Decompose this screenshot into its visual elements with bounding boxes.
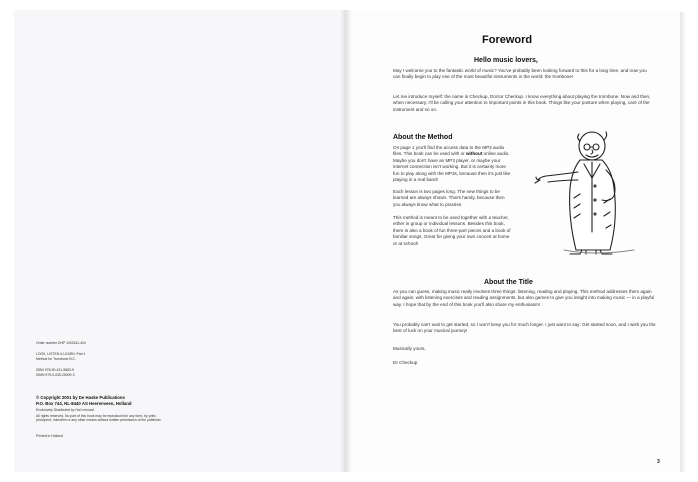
copyright-line: © Copyright 2001 by De Haske Publications xyxy=(36,395,125,400)
title-paragraph-2: You probably can't wait to get started, so I won't keep you for much longer. I just want to say: Get started soon, and I wish you the best of luck on your musical journey! xyxy=(393,322,656,334)
intro-paragraph-2: Let me introduce myself: the name is Checkup, Doctor Checkup. I know everything about playing the trombone. Now and then, when necessary, I'll be calling your attention to important points in this book. Things like your posture when playing, care of the instrument and so on. xyxy=(393,94,651,112)
method-paragraph-2: Each lesson is two pages long. The new things to be learned are always shown. That's handy, because then you always know what to practise. xyxy=(393,189,505,207)
title-paragraph-1: As you can guess, making music really involves three things: listening, reading and playing. This method addresses them again and again, with listening exercises and reading assignments, but also games to give you insight into making music — in a playful way. I hope that by the end of this book you'll also share my enthusiasm! xyxy=(393,289,655,307)
distribution-note: Exclusively Distributed by Hal Leonard xyxy=(36,408,94,412)
rights-line-1: All rights reserved. No part of this book may be reproduced in any form, by print, xyxy=(36,414,157,418)
page-edge-shadow xyxy=(680,12,686,472)
isbn: ISBN 978-90-431-5883-9 xyxy=(36,368,74,372)
signature: Dr Checkup xyxy=(393,360,418,365)
title-section-heading: About the Title xyxy=(484,279,533,286)
book-spine xyxy=(340,10,352,472)
greeting-heading: Hello music lovers, xyxy=(474,57,538,64)
printed-in: Printed in Holland xyxy=(36,434,63,438)
rights-line-2: photoprint, microfilm or any other means without written permission of the publisher. xyxy=(36,418,162,422)
closing-line: Musically yours, xyxy=(393,346,426,351)
method-heading: About the Method xyxy=(393,134,453,141)
page-title: Foreword xyxy=(482,34,533,46)
publisher-address: P.O. Box 744, NL-8440 AS Heerenveen, Holland xyxy=(36,401,132,406)
doctor-checkup-illustration xyxy=(534,128,640,258)
method-paragraph-3: This method is meant to be used together with a teacher, either in group or individual lessons. Besides this book, there is also a book of fun three-part pieces and a book of familiar songs. Great for giving your own concert at home or at school! xyxy=(393,215,511,246)
intro-paragraph-1: May I welcome you to the fantastic world of music? You've probably been looking forward to this for a long time, and now you can finally begin to play one of the most beautiful instruments in the world: the trombone! xyxy=(393,68,647,80)
method-paragraph-1: On page 1 you'll find the access data to the MP3 audio files. This book can be used with or without online audio. Maybe you don't have an MP3 player, or maybe your internet connection isn't working. But it is certainly more fun to play along with the MP3s, because then it's just like playing in a real band! xyxy=(393,145,511,183)
book-subtitle: Method for Trombone B.C. xyxy=(36,357,76,361)
order-number: Order number DHP 1002611-404 xyxy=(36,341,86,345)
book-title: LOOK, LISTEN & LEARN, Part 1 xyxy=(36,352,86,356)
ismn: ISMN 979-0-035-25009-3 xyxy=(36,373,75,377)
page-number: 3 xyxy=(657,459,660,465)
